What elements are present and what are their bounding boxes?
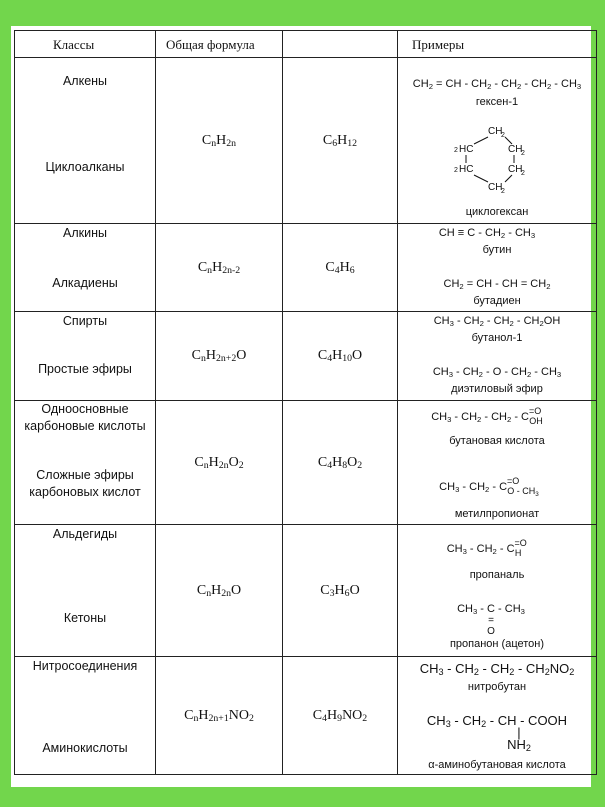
cyclohexane-structure — [448, 124, 548, 200]
general-formula: $C_nH_{2n+1}NO_2$ — [184, 707, 254, 724]
class-name: Алкены — [62, 74, 108, 88]
example-structure: CH ≡ C - $CH_2 - CH_3$ — [438, 227, 536, 240]
class-name: Спирты — [62, 314, 108, 328]
class-name: Альдегиды — [52, 527, 118, 541]
example-structure: $CH_2$ = CH - CH = $CH_2$ — [443, 278, 551, 291]
table-header-row — [15, 31, 597, 58]
svg-text:HC: HC — [459, 144, 474, 155]
table-row — [15, 525, 597, 657]
class-name: Одноосновные карбоновые кислоты — [24, 402, 146, 433]
examples-cell — [398, 312, 597, 401]
examples-cell — [398, 224, 597, 312]
example-formula-cell — [283, 525, 398, 657]
class-name: Простые эфиры — [38, 362, 132, 376]
examples-cell — [398, 401, 597, 525]
class-name: Сложные эфиры карбоновых кислот — [29, 468, 141, 499]
example-structure: $CH_3$ - C - $CH_3$ — [457, 603, 525, 616]
carbonyl-oxygen: = O — [487, 615, 495, 637]
example-name: гексен-1 — [475, 96, 519, 108]
general-formula: $C_nH_{2n}O_2$ — [194, 454, 244, 471]
header-general-formula: Общая формула — [156, 31, 283, 58]
general-formula: $C_nH_{2n}O$ — [196, 582, 242, 599]
example-name: бутадиен — [473, 295, 521, 307]
svg-text:HC: HC — [459, 164, 474, 175]
example-formula-cell — [283, 401, 398, 525]
examples-cell — [398, 657, 597, 775]
amino-group: | $NH_2$ — [507, 725, 531, 753]
table-row — [15, 657, 597, 775]
example-name: α-аминобутановая кислота — [428, 759, 566, 771]
examples-cell — [398, 525, 597, 657]
svg-text:2: 2 — [501, 132, 505, 139]
example-structure: $CH_3 - CH_2 - C^{=O}_{O - CH_3}$ — [439, 476, 539, 498]
class-cell — [15, 657, 156, 775]
table-row — [15, 401, 597, 525]
general-formula-cell — [156, 525, 283, 657]
general-formula-cell — [156, 401, 283, 525]
svg-text:CH: CH — [488, 126, 503, 137]
example-name: диэтиловый эфир — [451, 383, 543, 395]
example-structure: $CH_3 - CH_2$ - O - $CH_2 - CH_3$ — [432, 366, 562, 379]
example-name: нитробутан — [467, 681, 527, 693]
example-formula: $C_4H_{10}O$ — [317, 348, 363, 364]
example-formula: $C_4H_6$ — [325, 259, 355, 276]
svg-text:2: 2 — [454, 147, 458, 154]
header-col3 — [283, 31, 398, 58]
class-cell — [15, 401, 156, 525]
general-formula-cell — [156, 224, 283, 312]
example-formula: $C_4H_9NO_2$ — [312, 707, 368, 724]
class-name: Аминокислоты — [42, 741, 128, 755]
table-row — [15, 224, 597, 312]
example-formula-cell — [283, 58, 398, 224]
example-structure: $CH_3 - CH_2$ - CH - COOH — [426, 713, 568, 729]
example-name: циклогексан — [465, 206, 529, 218]
example-formula-cell — [283, 657, 398, 775]
table-row — [15, 58, 597, 224]
general-formula: $C_nH_{2n-2}$ — [197, 259, 241, 276]
table-row — [15, 312, 597, 401]
svg-text:CH: CH — [508, 164, 523, 175]
organic-classes-table — [14, 30, 597, 775]
general-formula: $C_nH_{2n}$ — [201, 132, 237, 149]
example-formula-cell — [283, 312, 398, 401]
example-name: бутанол-1 — [471, 332, 523, 344]
example-name: пропаналь — [469, 569, 525, 581]
example-formula: $C_4H_8O_2$ — [317, 454, 363, 471]
class-name: Алкины — [63, 226, 107, 240]
svg-text:CH: CH — [508, 144, 523, 155]
example-structure: $CH_3 - CH_2 - CH_2 - CH_2OH$ — [433, 315, 561, 328]
class-cell — [15, 224, 156, 312]
example-structure: $CH_2$ = CH - $CH_2 - CH_2 - CH_2 - CH_3$ — [412, 78, 582, 91]
example-name: бутановая кислота — [449, 435, 545, 447]
examples-cell — [398, 58, 597, 224]
svg-text:2: 2 — [501, 188, 505, 195]
example-name: метилпропионат — [454, 508, 540, 520]
svg-text:CH: CH — [488, 182, 503, 193]
example-name: бутин — [482, 244, 512, 256]
class-name: Алкадиены — [52, 276, 118, 290]
svg-text:2: 2 — [454, 167, 458, 174]
class-cell — [15, 312, 156, 401]
example-structure: $CH_3 - CH_2 - CH_2 - CH_2NO_2$ — [419, 661, 575, 677]
example-formula: $C_6H_{12}$ — [322, 132, 358, 149]
general-formula-cell — [156, 657, 283, 775]
class-name: Циклоалканы — [45, 160, 125, 174]
general-formula-cell — [156, 58, 283, 224]
general-formula-cell — [156, 312, 283, 401]
svg-text:2: 2 — [521, 150, 525, 157]
header-examples: Примеры — [398, 31, 597, 58]
general-formula: $C_nH_{2n+2}O$ — [191, 348, 247, 364]
class-name: Нитросоединения — [32, 659, 138, 673]
class-name: Кетоны — [63, 611, 107, 625]
example-structure: $CH_3 - CH_2 - C^{=O}_H$ — [446, 538, 527, 558]
class-cell — [15, 525, 156, 657]
example-name: пропанон (ацетон) — [449, 638, 545, 650]
class-cell — [15, 58, 156, 224]
example-formula: $C_3H_6O$ — [320, 582, 360, 599]
svg-text:2: 2 — [521, 170, 525, 177]
header-classes: Классы — [15, 31, 156, 58]
example-structure: $CH_3 - CH_2 - CH_2 - C^{=O}_{OH}$ — [431, 406, 543, 426]
